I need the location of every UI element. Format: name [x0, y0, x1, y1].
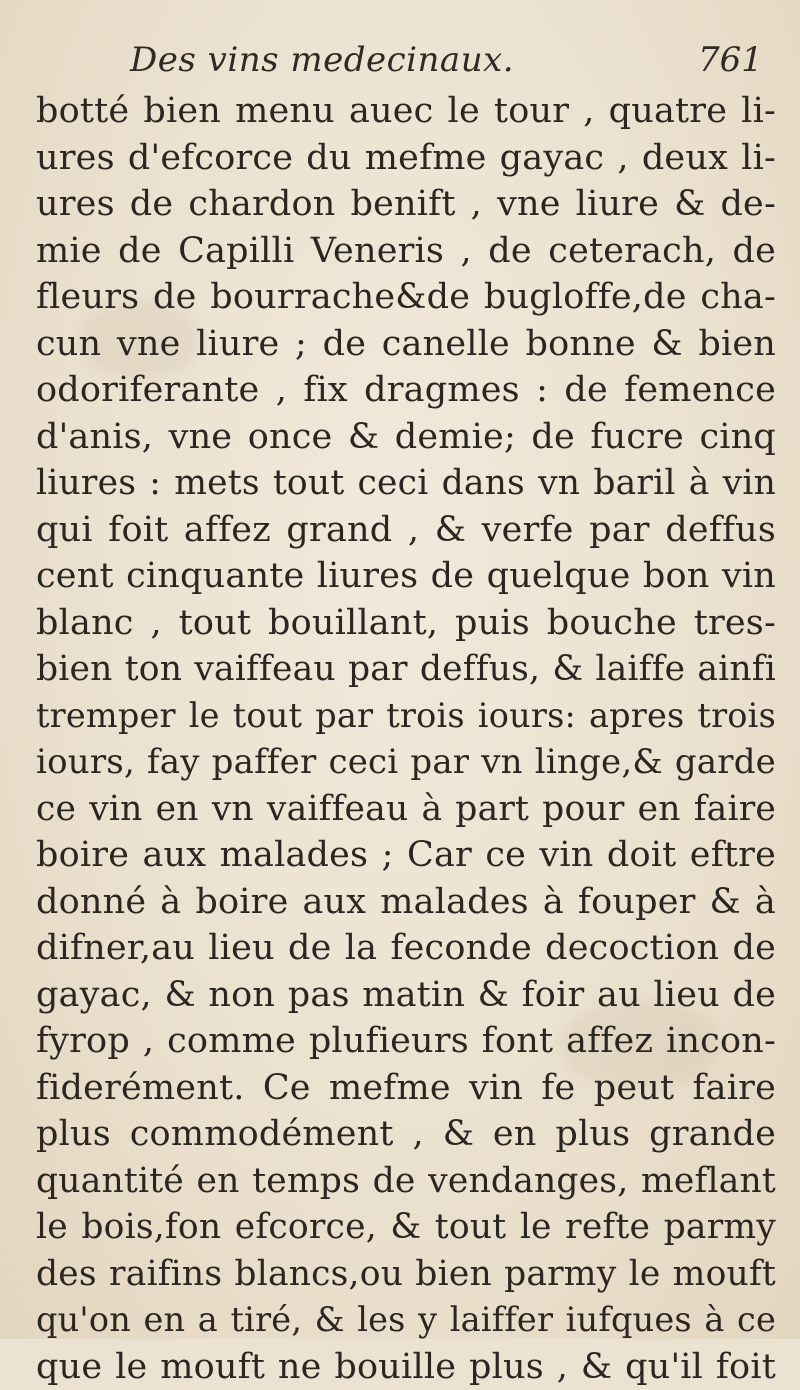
text-line: mie de Capilli Veneris , de ceterach, de	[36, 228, 776, 275]
text-line: fyrop , comme plufieurs font affez incon-	[36, 1018, 776, 1065]
text-line: blanc , tout bouillant, puis bouche tres-	[36, 600, 776, 647]
text-line: d'anis, vne once & demie; de fucre cinq	[36, 414, 776, 461]
text-line: liures : mets tout ceci dans vn baril à vin	[36, 460, 776, 507]
page-number: 761	[698, 40, 763, 80]
text-line: tremper le tout par trois iours: apres trois	[36, 693, 776, 740]
text-line: cent cinquante liures de quelque bon vin	[36, 553, 776, 600]
text-line: botté bien menu auec le tour , quatre li-	[36, 88, 776, 135]
text-line: des raifins blancs,ou bien parmy le mouft	[36, 1251, 776, 1298]
text-line: plus commodément , & en plus grande	[36, 1111, 776, 1158]
text-line: ce vin en vn vaiffeau à part pour en faire	[36, 786, 776, 833]
text-line: difner,au lieu de la feconde decoction de	[36, 925, 776, 972]
text-line: ures d'efcorce du mefme gayac , deux li-	[36, 135, 776, 182]
text-line: fleurs de bourrache&de bugloffe,de cha-	[36, 274, 776, 321]
text-line: qu'on en a tiré, & les y laiffer iufques à ce	[36, 1297, 776, 1344]
text-line: bien ton vaiffeau par deffus, & laiffe ainfi	[36, 646, 776, 693]
text-line: odoriferante , fix dragmes : de femence	[36, 367, 776, 414]
text-line: gayac, & non pas matin & foir au lieu de	[36, 972, 776, 1019]
text-line: ures de chardon benift , vne liure & de-	[36, 181, 776, 228]
text-line: le bois,fon efcorce, & tout le refte parmy	[36, 1204, 776, 1251]
text-line: quantité en temps de vendanges, meflant	[36, 1158, 776, 1205]
text-line: qui foit affez grand , & verfe par deffus	[36, 507, 776, 554]
text-line: cun vne liure ; de canelle bonne & bien	[36, 321, 776, 368]
text-line: boire aux malades ; Car ce vin doit eftre	[36, 832, 776, 879]
text-line: fiderément. Ce mefme vin fe peut faire	[36, 1065, 776, 1112]
text-line: que le mouft ne bouille plus , & qu'il foit	[36, 1344, 776, 1390]
text-line: iours, fay paffer ceci par vn linge,& garde	[36, 739, 776, 786]
body-text	[36, 88, 776, 1390]
text-line: donné à boire aux malades à fouper & à	[36, 879, 776, 926]
running-title: Des vins medecinaux.	[130, 40, 514, 80]
